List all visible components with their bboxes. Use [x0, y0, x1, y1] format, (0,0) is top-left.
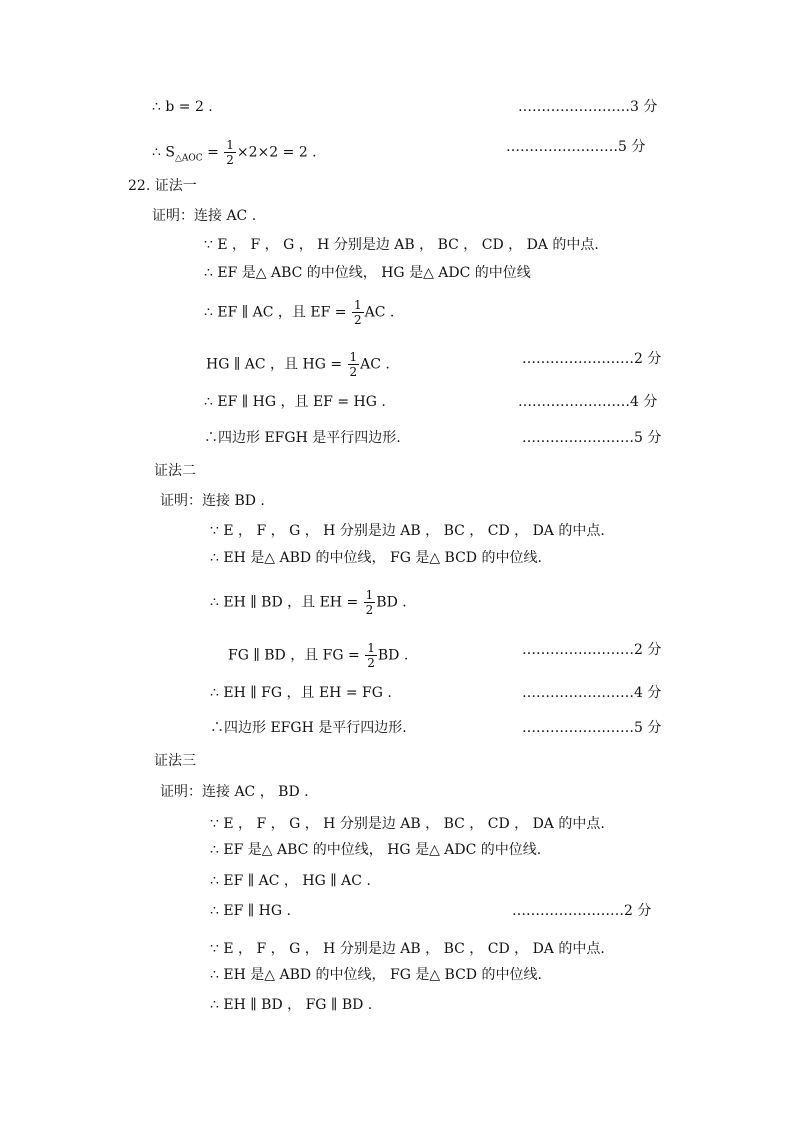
fraction-denominator: 2	[349, 365, 358, 379]
line-suffix: BD .	[376, 594, 407, 611]
line-suffix: ×2×2 = 2 .	[236, 144, 317, 161]
solution-line: ∴ EF ∥ AC ， HG ∥ AC .	[210, 873, 371, 889]
method-heading: 证法二	[154, 463, 196, 479]
proof-intro: 证明：连接 AC ， BD .	[160, 784, 309, 800]
fraction	[364, 588, 376, 617]
proof-intro: 证明：连接 BD .	[160, 493, 265, 509]
solution-line: ∴四边形 EFGH 是平行四边形.	[204, 430, 401, 446]
solution-line: ∴ EF 是△ ABC 的中位线， HG 是△ ADC 的中位线	[204, 265, 531, 281]
method-heading: 证法三	[154, 753, 196, 769]
solution-line: ∵ E ， F ， G ， H 分别是边 AB ， BC ， CD ， DA 的中点.	[204, 237, 599, 253]
fraction-denominator: 2	[353, 313, 362, 327]
line-prefix: HG ∥ AC ，且 HG =	[206, 356, 347, 373]
solution-line: ∵ E ， F ， G ， H 分别是边 AB ， BC ， CD ， DA 的中点.	[210, 816, 605, 832]
score-mark: ……………………5 分	[506, 139, 646, 155]
proof-intro: 证明：连接 AC .	[152, 208, 257, 224]
fraction	[365, 641, 377, 670]
score-mark: ……………………5 分	[522, 430, 662, 446]
line-prefix: ∴ EF ∥ AC ，且 EF =	[204, 304, 351, 321]
line-prefix: ∴ S	[152, 144, 175, 161]
solution-line: ∵ E ， F ， G ， H 分别是边 AB ， BC ， CD ， DA 的中点.	[210, 941, 605, 957]
line-prefix: ∴ EH ∥ BD ，且 EH =	[210, 594, 363, 611]
solution-line: ∴ EH ∥ FG ，且 EH = FG .	[210, 685, 392, 701]
fraction	[348, 350, 360, 379]
solution-line	[210, 588, 407, 617]
score-mark: ……………………3 分	[518, 99, 658, 115]
solution-line	[204, 298, 394, 327]
solution-line	[228, 641, 408, 670]
problem-heading: 22. 证法一	[128, 178, 197, 194]
solution-line: ∴ EF 是△ ABC 的中位线， HG 是△ ADC 的中位线.	[210, 842, 542, 858]
solution-line: ∴ EH 是△ ABD 的中位线， FG 是△ BCD 的中位线.	[210, 550, 542, 566]
fraction-numerator: 1	[367, 641, 375, 655]
line-suffix: AC .	[360, 356, 390, 373]
fraction-numerator: 1	[226, 138, 234, 152]
fraction-denominator: 2	[367, 656, 375, 670]
score-mark: ……………………5 分	[522, 720, 662, 736]
line-prefix: FG ∥ BD ，且 FG =	[228, 647, 365, 664]
solution-line: ∴ b = 2 .	[152, 99, 213, 115]
fraction-denominator: 2	[226, 153, 234, 167]
line-suffix: AC .	[364, 304, 395, 321]
line-mid: =	[202, 144, 224, 161]
fraction	[352, 298, 364, 327]
area-subscript: △AOC	[174, 153, 203, 164]
score-mark: ……………………2 分	[522, 642, 662, 658]
solution-line	[206, 350, 390, 379]
score-mark: ……………………4 分	[518, 394, 658, 410]
score-mark: ……………………2 分	[512, 903, 652, 919]
solution-line: ∴四边形 EFGH 是平行四边形.	[210, 720, 407, 736]
solution-line: ∴ EH 是△ ABD 的中位线， FG 是△ BCD 的中位线.	[210, 967, 542, 983]
solution-line: ∴ EF ∥ HG ，且 EF = HG .	[204, 394, 386, 410]
solution-line: ∵ E ， F ， G ， H 分别是边 AB ， BC ， CD ， DA 的中点.	[210, 523, 605, 539]
solution-line: ∴ EF ∥ HG .	[210, 903, 291, 919]
score-mark: ……………………4 分	[522, 685, 662, 701]
solution-line-area	[152, 138, 317, 167]
fraction-numerator: 1	[353, 298, 362, 312]
fraction-denominator: 2	[365, 603, 374, 617]
fraction	[224, 138, 236, 167]
fraction-numerator: 1	[349, 350, 358, 364]
score-mark: ……………………2 分	[522, 351, 662, 367]
solution-line: ∴ EH ∥ BD ， FG ∥ BD .	[210, 997, 373, 1013]
fraction-numerator: 1	[365, 588, 374, 602]
line-suffix: BD .	[377, 647, 409, 664]
